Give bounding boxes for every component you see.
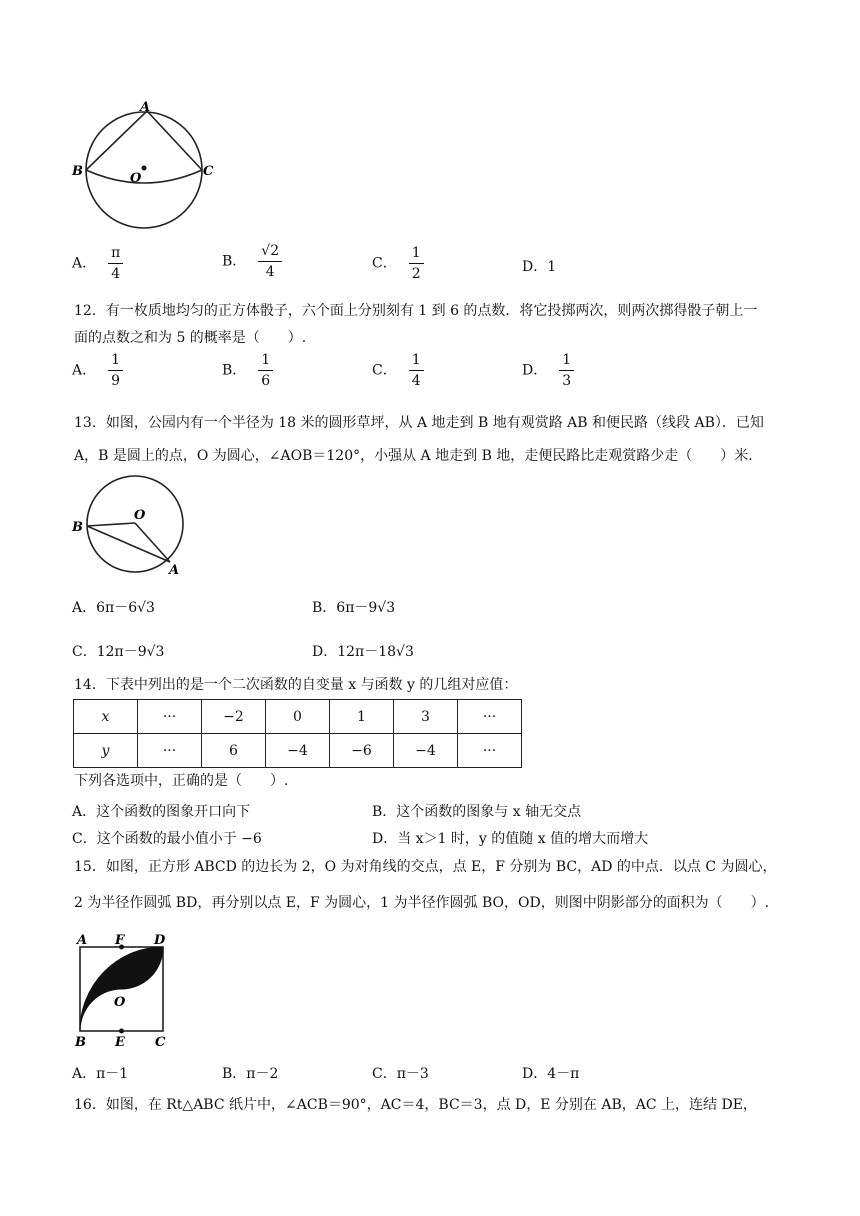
q14-option-d[interactable]: D．当 x＞1 时，y 的值随 x 值的增大而增大 — [372, 831, 649, 847]
table-row — [74, 734, 522, 768]
q11-option-b-label: B． — [222, 253, 247, 270]
q11-label-c: C — [203, 164, 214, 179]
table-cell: 3 — [394, 700, 458, 734]
table-cell: ··· — [138, 700, 202, 734]
table-cell: 6 — [202, 734, 266, 768]
q16-text-line1: 16．如图，在 Rt△ABC 纸片中，∠ACB＝90°，AC＝4，BC＝3，点 D，E 分别在 AB，AC 上，连结 DE， — [74, 1097, 757, 1113]
q11-option-b-den: 4 — [265, 264, 275, 281]
q12-option-c[interactable] — [372, 352, 424, 389]
q11-option-a-label: A． — [72, 255, 97, 272]
q12-option-b-label: B． — [222, 362, 247, 379]
table-cell: y — [74, 734, 138, 768]
q14-option-c[interactable]: C．这个函数的最小值小于 −6 — [72, 831, 262, 847]
q11-option-d[interactable] — [522, 256, 556, 276]
q15-label-d: D — [154, 933, 166, 948]
q13-option-a[interactable]: A．6π－6√3 — [72, 600, 155, 616]
q13-figure — [68, 474, 198, 582]
q12-option-d-label: D． — [522, 362, 548, 379]
q12-option-b-num: 1 — [258, 352, 273, 371]
q11-option-c-den: 2 — [411, 266, 421, 283]
q15-label-a: A — [77, 933, 88, 948]
q14-option-a[interactable]: A．这个函数的图象开口向下 — [72, 804, 251, 820]
q11-option-b-num: √2 — [258, 243, 282, 262]
q11-option-d-value: 1 — [547, 259, 557, 275]
q12-option-d[interactable] — [522, 352, 574, 389]
q12-text-line2: 面的点数之和为 5 的概率是（ ）. — [74, 330, 307, 346]
table-cell: x — [74, 700, 138, 734]
q15-label-b: B — [75, 1035, 86, 1050]
q12-option-a-label: A． — [72, 362, 97, 379]
q12-option-c-label: C． — [372, 362, 397, 379]
q13-option-b[interactable]: B．6π－9√3 — [312, 600, 396, 616]
q11-label-b: B — [72, 164, 83, 179]
q12-option-a[interactable] — [72, 352, 123, 389]
q13-option-c[interactable]: C．12π－9√3 — [72, 644, 165, 660]
q15-text-line2: 2 为半径作圆弧 BD，再分别以点 E，F 为圆心，1 为半径作圆弧 BO，OD，则图中阴影部分的面积为（ ）. — [74, 895, 770, 911]
q15-label-o: O — [114, 995, 126, 1010]
q14-text-line2: 下列各选项中，正确的是（ ）. — [74, 773, 289, 789]
table-cell: ··· — [458, 734, 522, 768]
q11-option-c-num: 1 — [409, 245, 424, 264]
table-cell: 0 — [266, 700, 330, 734]
table-cell: ··· — [458, 700, 522, 734]
q15-figure — [70, 930, 180, 1050]
q15-label-e: E — [115, 1035, 125, 1050]
table-cell: 1 — [330, 700, 394, 734]
q13-text-line1: 13．如图，公园内有一个半径为 18 米的圆形草坪，从 A 地走到 B 地有观赏路 AB 和便民路（线段 AB）．已知 — [74, 415, 764, 431]
q12-option-d-num: 1 — [559, 352, 574, 371]
q15-option-d[interactable]: D．4－π — [522, 1066, 580, 1082]
q11-label-a: A — [140, 100, 151, 115]
table-row — [74, 700, 522, 734]
table-cell: ··· — [138, 734, 202, 768]
q11-figure — [68, 92, 228, 232]
q13-label-o: O — [134, 508, 146, 523]
q12-text-line1: 12．有一枚质地均匀的正方体骰子，六个面上分别刻有 1 到 6 的点数．将它投掷两次，则两次掷得骰子朝上一 — [74, 303, 758, 319]
q11-option-b[interactable] — [222, 243, 282, 280]
table-cell: −2 — [202, 700, 266, 734]
q11-option-c-label: C． — [372, 255, 397, 272]
q14-value-table — [73, 699, 522, 768]
q13-text-line2: A，B 是圆上的点，O 为圆心，∠AOB＝120°，小强从 A 地走到 B 地，走便民路比走观赏路少走（ ）米． — [74, 448, 763, 464]
q11-option-a-num: π — [108, 245, 123, 264]
q13-label-b: B — [72, 520, 83, 535]
q15-option-c[interactable]: C．π－3 — [372, 1066, 429, 1082]
table-cell: −4 — [394, 734, 458, 768]
q14-text-line1: 14．下表中列出的是一个二次函数的自变量 x 与函数 y 的几组对应值： — [74, 677, 518, 693]
q15-label-f: F — [115, 933, 125, 948]
q13-option-d[interactable]: D．12π－18√3 — [312, 644, 414, 660]
q12-option-c-num: 1 — [409, 352, 424, 371]
q12-option-a-den: 9 — [111, 373, 121, 390]
table-cell: −4 — [266, 734, 330, 768]
q14-option-b[interactable]: B．这个函数的图象与 x 轴无交点 — [372, 804, 582, 820]
q12-option-a-num: 1 — [108, 352, 123, 371]
q15-option-b[interactable]: B．π－2 — [222, 1066, 279, 1082]
q12-option-b-den: 6 — [261, 373, 271, 390]
q12-option-d-den: 3 — [562, 373, 572, 390]
q15-label-c: C — [155, 1035, 166, 1050]
q11-option-a-den: 4 — [111, 266, 121, 283]
q11-option-c[interactable] — [372, 245, 424, 282]
q13-label-a: A — [169, 563, 180, 578]
q11-label-o: O — [130, 171, 142, 186]
q12-option-b[interactable] — [222, 352, 273, 389]
q15-option-a[interactable]: A．π－1 — [72, 1066, 129, 1082]
q15-text-line1: 15．如图，正方形 ABCD 的边长为 2，O 为对角线的交点，点 E，F 分别为 BC，AD 的中点．以点 C 为圆心， — [74, 859, 777, 875]
q12-option-c-den: 4 — [411, 373, 421, 390]
q11-option-a[interactable] — [72, 245, 123, 282]
q11-option-d-label: D． — [522, 259, 548, 275]
table-cell: −6 — [330, 734, 394, 768]
